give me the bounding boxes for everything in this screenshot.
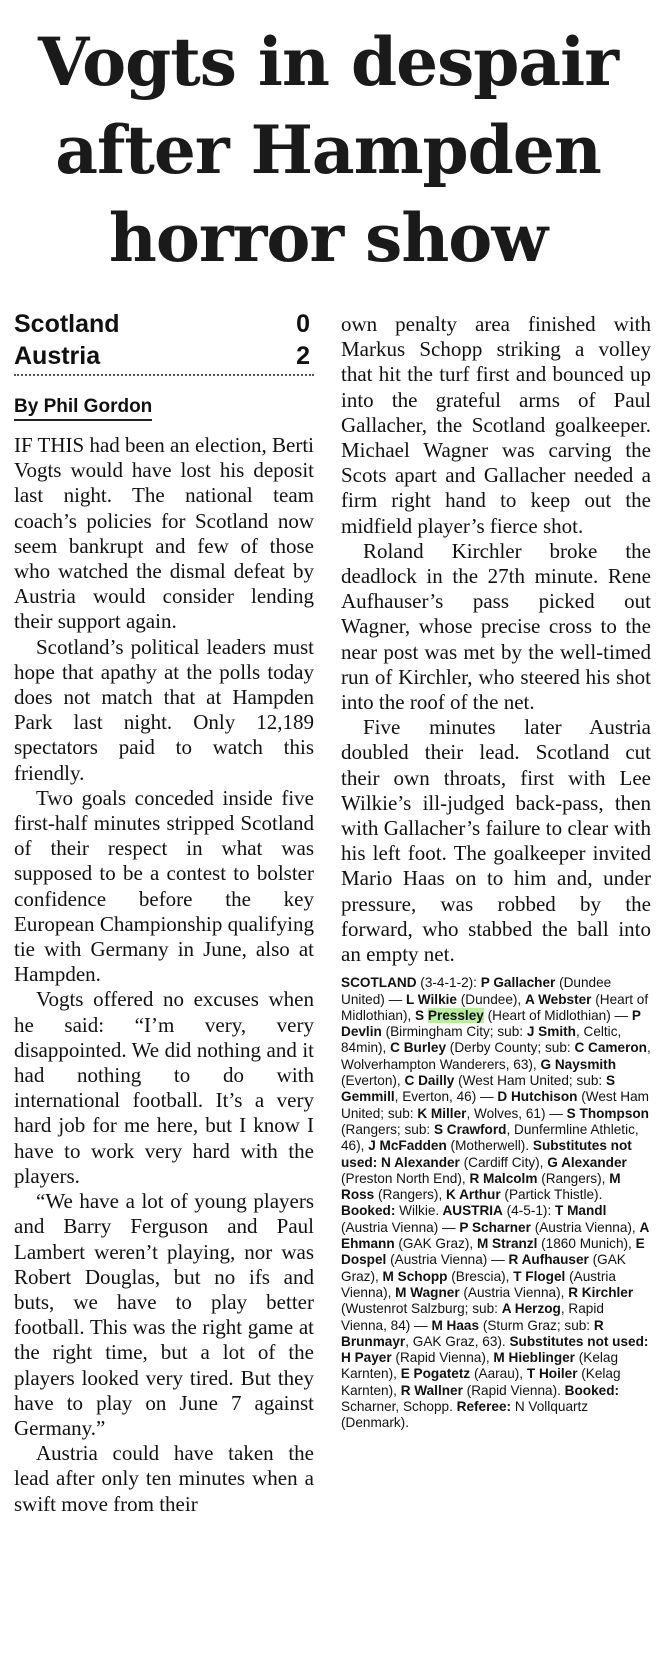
lineup-name: Booked: <box>341 1203 400 1219</box>
lineup-name: E Pogatetz <box>400 1366 471 1382</box>
lineup-name: Substitutes not used: <box>341 1138 632 1170</box>
lineup-text: (West Ham United; sub: <box>454 1073 606 1089</box>
lineup-name: Booked: <box>564 1382 620 1398</box>
lineup-name: G Naysmith <box>540 1056 617 1072</box>
headline-line: Vogts in despair <box>37 23 619 101</box>
lineup-text: (Dundee), <box>456 991 525 1007</box>
lineup-text: (GAK Graz), <box>394 1236 477 1252</box>
score-row-austria <box>14 340 314 372</box>
lineup-name: T Mandl <box>555 1203 607 1219</box>
lineup-text: (Derby County; sub: <box>446 1040 575 1056</box>
lineup-text: (Rapid Vienna). <box>462 1382 565 1398</box>
lineup-name: M Haas <box>431 1317 480 1333</box>
team-name: Scotland <box>14 310 120 338</box>
lineup-name: A Ehmann <box>341 1219 649 1252</box>
team-goals: 2 <box>296 342 310 370</box>
lineup-name: S Thompson <box>566 1105 649 1121</box>
lineup-text: (Heart of Midlothian), <box>341 991 649 1023</box>
headline-line: after Hampden <box>55 111 601 189</box>
lineup-name: T Flogel <box>513 1268 566 1284</box>
lineup-name: H Payer <box>341 1350 392 1366</box>
lineup-name: P Gallacher <box>480 975 556 991</box>
lineup-text: , Rapid Vienna, 84) — <box>341 1301 604 1333</box>
score-row-scotland <box>14 308 314 340</box>
team-lineups <box>341 975 651 1431</box>
lineup-text: (4-5-1): <box>502 1203 555 1219</box>
lineup-name: D Hutchison <box>497 1089 578 1105</box>
headline-line: horror show <box>108 199 548 277</box>
lineup-text: (1860 Munich), <box>537 1236 636 1252</box>
lineup-text: (Austria Vienna), <box>530 1219 640 1235</box>
lineup-text: (Rangers), <box>374 1187 447 1203</box>
lineup-name: T Hoiler <box>526 1366 578 1382</box>
lineup-name: C Burley <box>390 1040 447 1056</box>
lineup-text: (Austria Vienna), <box>459 1284 569 1300</box>
lineup-text: (Rapid Vienna), <box>391 1350 494 1366</box>
lineup-name: J McFadden <box>368 1138 447 1154</box>
paragraph: Five minutes later Austria doubled their lead. Scotland cut their own throats, first with Lee Wilkie’s ill-judged back-pass, then with Gallacher’s failure to clear with his left foot. The goalkeeper invited Mario Haas on to him and, under pressure, was robbed by the forward, who stabbed the ball into an empty net. <box>341 715 651 967</box>
lineup-text: (Sturm Graz; sub: <box>479 1317 594 1333</box>
lineup-name: K Miller <box>417 1105 467 1121</box>
lineup-text: (Austria Vienna), <box>341 1268 616 1300</box>
lineup-text: (Brescia), <box>447 1268 514 1284</box>
lineup-name: M Ross <box>341 1170 621 1203</box>
paragraph: IF THIS had been an election, Berti Vogts would have lost his deposit last night. The national team coach’s policies for Scotland now seem bankrupt and few of those who watched the dismal defeat by Austria would consider lending their support again. <box>14 433 314 634</box>
lineup-text: (3-4-1-2): <box>416 975 481 991</box>
lineup-text: (Austria Vienna) — <box>341 1219 460 1235</box>
lineup-text: , Wolverhampton Wanderers, 63), <box>341 1040 651 1072</box>
lineup-name: L Wilkie <box>405 991 457 1007</box>
lineup-name: G Alexander <box>547 1154 627 1170</box>
lineup-text: (Rangers), <box>537 1170 610 1186</box>
lineup-text: (Rangers; sub: <box>341 1121 434 1137</box>
lineup-name: S <box>415 1007 428 1023</box>
lineup-text: (West Ham United; sub: <box>341 1089 649 1121</box>
lineup-name: M Hieblinger <box>493 1350 575 1366</box>
highlighted-name: Pressley <box>427 1007 484 1023</box>
lineup-text: (Dundee United) — <box>341 975 612 1007</box>
lineup-text: , Celtic, 84min), <box>341 1024 622 1056</box>
team-name: Austria <box>14 342 101 370</box>
lineup-name: Referee: <box>456 1399 515 1414</box>
lineup-text: N Vollquartz (Denmark). <box>341 1399 589 1431</box>
lineup-name: R Malcolm <box>469 1170 538 1186</box>
lineup-name: M Stranzl <box>476 1236 538 1252</box>
byline: By Phil Gordon <box>14 396 152 421</box>
lineup-text: (Austria Vienna) — <box>386 1252 509 1268</box>
team-goals: 0 <box>296 310 310 338</box>
lineup-name: S Crawford <box>433 1121 507 1137</box>
lineup-name: M Wagner <box>395 1284 460 1300</box>
lineup-name: K Arthur <box>446 1187 501 1203</box>
lineup-name: Substitutes not used: <box>509 1333 649 1349</box>
headline <box>8 18 648 282</box>
lineup-text: (Kelag Karnten), <box>341 1366 621 1398</box>
lineup-text: , Dunfermline Athletic, 46), <box>341 1121 639 1154</box>
lineup-name: P Scharner <box>459 1219 531 1235</box>
lineup-text: (Birmingham City; sub: <box>381 1024 527 1040</box>
lineup-text: , Everton, 46) — <box>394 1089 498 1105</box>
lineup-text: Scharner, Schopp. <box>341 1399 457 1414</box>
lineup-name: A Herzog <box>501 1301 561 1317</box>
lineup-text: (Preston North End), <box>341 1170 470 1186</box>
lineup-name: SCOTLAND <box>341 975 417 991</box>
paragraph: Vogts offered no excuses when he said: “I’m very, very disappointed. We did nothing and it had nothing to do with international football. It’s a very hard job for me here, but I know I have to work very hard with the players. <box>14 987 314 1188</box>
lineup-text: (Cardiff City), <box>459 1154 548 1170</box>
lineup-name: N Alexander <box>381 1154 460 1170</box>
lineup-name: P Devlin <box>341 1007 641 1040</box>
paragraph: Roland Kirchler broke the deadlock in the 27th minute. Rene Aufhauser’s pass picked out Wagner, whose precise cross to the near post was met by the well-timed run of Kirchler, who steered his shot into the roof of the net. <box>341 538 651 715</box>
lineup-name: S Gemmill <box>341 1073 616 1105</box>
lineup-text: (Heart of Midlothian) — <box>483 1007 632 1023</box>
lineup-text: (Aarau), <box>470 1366 527 1382</box>
left-column <box>14 308 314 1517</box>
right-column <box>341 312 651 1432</box>
lineup-text: (Everton), <box>341 1073 405 1089</box>
lineup-text: (Partick Thistle). <box>500 1187 603 1203</box>
paragraph: Two goals conceded inside five first-half minutes stripped Scotland of their respect in what was supposed to be a contest to bolster confidence before the key European Championship qualifying tie with Germany in June, also at Hampden. <box>14 785 314 987</box>
lineup-name: R Brunmayr <box>341 1317 604 1349</box>
lineup-text: (GAK Graz), <box>341 1252 626 1284</box>
lineup-name: R Kirchler <box>568 1284 634 1300</box>
lineup-name: M Schopp <box>382 1268 448 1284</box>
lineup-name: C Cameron <box>574 1040 647 1056</box>
lineup-text: (Motherwell). <box>446 1138 533 1154</box>
score-divider <box>14 374 314 376</box>
lineup-text: Wilkie. <box>399 1203 440 1219</box>
lineup-name: J Smith <box>526 1024 576 1040</box>
lineup-text: (Kelag Karnten), <box>341 1350 619 1382</box>
lineup-text: , Wolves, 61) — <box>466 1105 567 1121</box>
lineup-name: AUSTRIA <box>439 1203 503 1219</box>
byline-wrap <box>14 396 314 421</box>
paragraph: Scotland’s political leaders must hope that apathy at the polls today does not match that at Hampden Park last night. Only 12,189 spectators paid to watch this friendly. <box>14 634 314 785</box>
paragraph: “We have a lot of young players and Barry Ferguson and Paul Lambert weren’t playing, nor was Robert Douglas, but no ifs and buts, we have to play better football. This was the right game at the right time, but a lot of the players looked very tired. But they have to play on June 7 against Germany.” <box>14 1189 314 1440</box>
lineup-name: C Dailly <box>404 1073 455 1089</box>
lineup-name: R Aufhauser <box>508 1252 589 1268</box>
paragraph: Austria could have taken the lead after only ten minutes when a swift move from their <box>14 1441 314 1516</box>
lineup-text: (Wustenrot Salzburg; sub: <box>341 1301 502 1317</box>
lineup-name: R Wallner <box>400 1382 463 1398</box>
paragraph: own penalty area finished with Markus Schopp striking a volley that hit the turf first and bounced up into the grateful arms of Paul Gallacher, the Scotland goalkeeper. Michael Wagner was carving the Scots apart and Gallacher needed a firm right hand to keep out the midfield player’s fierce shot. <box>341 312 651 538</box>
lineup-name: E Dospel <box>341 1236 645 1268</box>
lineup-text: , GAK Graz, 63). <box>405 1333 510 1349</box>
lineup-name: A Webster <box>524 991 592 1007</box>
